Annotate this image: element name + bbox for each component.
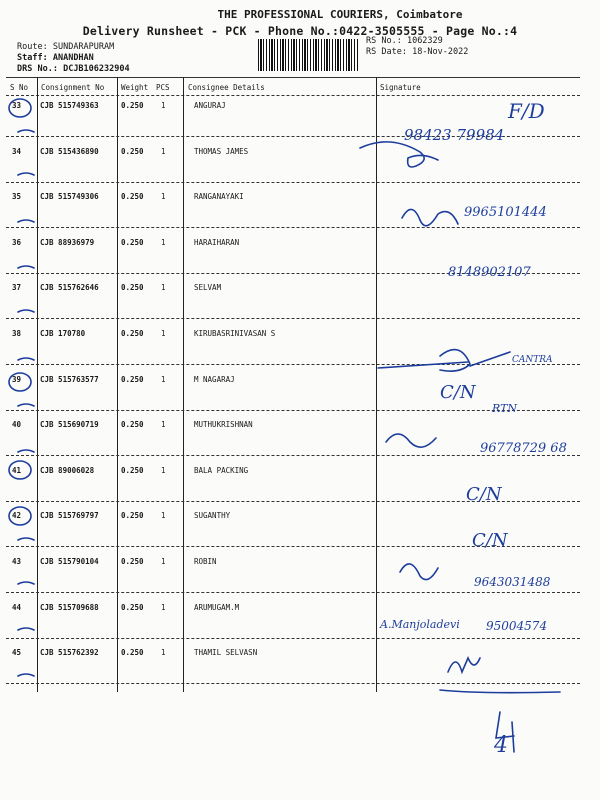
- tick-marks: [18, 130, 34, 676]
- row-sno: 38: [12, 329, 22, 338]
- row-consignee: KIRUBASRINIVASAN S: [194, 329, 276, 338]
- signature-scribble: [360, 142, 438, 167]
- row-sno: 44: [12, 602, 22, 612]
- handwritten-text: 96778729 68: [480, 441, 567, 456]
- col-header-pcs: PCS: [156, 83, 170, 92]
- rs-no-label: RS No.:: [366, 36, 402, 46]
- signature-scribble: [402, 209, 458, 225]
- row-consignee: THOMAS JAMES: [194, 146, 249, 156]
- page-count-mark: [496, 712, 514, 752]
- row-divider: [6, 683, 580, 684]
- row-consignee: SUGANTHY: [194, 511, 231, 521]
- rs-no-line: [366, 36, 443, 46]
- staff-label: Staff:: [17, 53, 48, 63]
- drs-value: DCJB106232904: [63, 64, 130, 74]
- row-consignee: RANGANAYAKI: [194, 192, 244, 202]
- col-header-signature: Signature: [380, 83, 421, 92]
- row-sno: 40: [12, 420, 22, 430]
- row-consignee: HARAIHARAN: [194, 237, 240, 247]
- handwritten-text: 8148902107: [448, 265, 531, 280]
- row-pcs: 1: [161, 511, 166, 521]
- row-divider: [6, 136, 580, 137]
- row-pcs: 1: [161, 101, 166, 110]
- handwritten-text: C/N: [472, 530, 508, 551]
- row-weight: 0.250: [121, 465, 144, 475]
- drs-label: DRS No.:: [17, 64, 58, 74]
- runsheet-subtitle: Delivery Runsheet - PCK - Phone No.:0422-3505555 - Page No.:4: [82, 24, 518, 38]
- handwritten-text: 4: [494, 733, 508, 758]
- row-weight: 0.250: [121, 557, 144, 566]
- col-divider: [183, 77, 184, 692]
- row-consignment-no: CJB 515749363: [40, 101, 99, 110]
- row-divider: [6, 455, 580, 456]
- table-top-rule: [6, 77, 580, 78]
- row-weight: 0.250: [121, 192, 144, 202]
- row-weight: 0.250: [121, 329, 144, 338]
- row-divider: [6, 227, 580, 228]
- row-pcs: 1: [161, 465, 166, 475]
- row-sno: 43: [12, 557, 22, 566]
- handwritten-text: 95004574: [486, 619, 548, 633]
- rs-date-line: [366, 47, 468, 57]
- row-consignment-no: CJB 515436890: [40, 146, 99, 156]
- row-sno: 39: [12, 374, 22, 384]
- row-weight: 0.250: [121, 648, 144, 658]
- row-consignee: ANGURAJ: [194, 101, 226, 110]
- row-divider: [6, 182, 580, 183]
- col-header-sno: S No: [10, 83, 29, 92]
- signature-scribble: [386, 434, 436, 447]
- header-rule: [6, 95, 580, 96]
- handwritten-text: CANTRA: [512, 355, 553, 365]
- row-consignee: THAMIL SELVASN: [194, 648, 258, 658]
- row-pcs: 1: [161, 237, 166, 247]
- row-consignment-no: CJB 170780: [40, 329, 86, 338]
- row-divider: [6, 364, 580, 365]
- row-sno: 42: [12, 511, 22, 521]
- row-pcs: 1: [161, 283, 166, 293]
- row-consignee: BALA PACKING: [194, 465, 249, 475]
- row-consignee: ROBIN: [194, 557, 217, 566]
- row-consignment-no: CJB 515690719: [40, 420, 99, 430]
- row-consignment-no: CJB 515763577: [40, 374, 99, 384]
- row-pcs: 1: [161, 557, 166, 566]
- row-pcs: 1: [161, 602, 166, 612]
- signature-scribble: [378, 350, 510, 372]
- col-divider: [376, 77, 377, 692]
- row-sno: 41: [12, 465, 22, 475]
- row-weight: 0.250: [121, 374, 144, 384]
- barcode-image: [258, 39, 358, 71]
- rs-date-value: 18-Nov-2022: [412, 47, 469, 57]
- company-title: THE PROFESSIONAL COURIERS, Coimbatore: [217, 8, 463, 21]
- row-divider: [6, 501, 580, 502]
- handwritten-text: C/N: [466, 484, 502, 505]
- row-sno: 36: [12, 237, 22, 247]
- route-label: Route:: [17, 42, 48, 52]
- row-consignee: ARUMUGAM.M: [194, 602, 240, 612]
- row-pcs: 1: [161, 420, 166, 430]
- row-sno: 33: [12, 101, 22, 110]
- rs-date-label: RS Date:: [366, 47, 407, 57]
- row-consignee: M NAGARAJ: [194, 374, 235, 384]
- row-divider: [6, 546, 580, 547]
- row-consignment-no: CJB 515769797: [40, 511, 99, 521]
- row-pcs: 1: [161, 329, 166, 338]
- row-consignment-no: CJB 89006028: [40, 465, 95, 475]
- col-header-consignment: Consignment No: [41, 83, 105, 92]
- row-sno: 34: [12, 146, 22, 156]
- handwritten-text: 98423 79984: [404, 126, 505, 144]
- row-consignee: SELVAM: [194, 283, 222, 293]
- row-weight: 0.250: [121, 511, 144, 521]
- row-pcs: 1: [161, 146, 166, 156]
- row-weight: 0.250: [121, 602, 144, 612]
- row-consignee: MUTHUKRISHNAN: [194, 420, 253, 430]
- row-consignment-no: CJB 515762646: [40, 283, 99, 293]
- handwritten-text: F/D: [508, 99, 545, 123]
- drs-line: [17, 64, 130, 74]
- row-divider: [6, 410, 580, 411]
- row-consignment-no: CJB 515762392: [40, 648, 99, 658]
- row-pcs: 1: [161, 192, 166, 202]
- row-pcs: 1: [161, 374, 166, 384]
- staff-line: [17, 53, 94, 63]
- row-weight: 0.250: [121, 101, 144, 110]
- handwritten-text: 9643031488: [474, 575, 551, 589]
- handwritten-text: A.Manjoladevi: [380, 618, 460, 631]
- handwritten-text: C/N: [440, 382, 476, 403]
- row-consignment-no: CJB 515749306: [40, 192, 99, 202]
- staff-value: ANANDHAN: [52, 53, 94, 63]
- route-value: SUNDARAPURAM: [52, 42, 115, 52]
- row-pcs: 1: [161, 648, 166, 658]
- row-consignment-no: CJB 515790104: [40, 557, 99, 566]
- col-header-weight: Weight: [121, 83, 149, 92]
- rs-no-value: 1062329: [406, 36, 443, 46]
- row-divider: [6, 318, 580, 319]
- row-sno: 45: [12, 648, 22, 658]
- row-sno: 37: [12, 283, 22, 293]
- row-weight: 0.250: [121, 283, 144, 293]
- signature-scribble: [440, 658, 560, 693]
- row-divider: [6, 592, 580, 593]
- handwritten-text: RTN: [492, 402, 518, 415]
- row-weight: 0.250: [121, 237, 144, 247]
- signature-scribble: [400, 564, 438, 580]
- row-divider: [6, 273, 580, 274]
- row-weight: 0.250: [121, 146, 144, 156]
- col-header-consignee: Consignee Details: [188, 83, 265, 92]
- row-weight: 0.250: [121, 420, 144, 430]
- row-divider: [6, 638, 580, 639]
- row-sno: 35: [12, 192, 22, 202]
- route-line: [17, 42, 114, 52]
- col-divider: [37, 77, 38, 692]
- handwritten-text: 9965101444: [464, 205, 547, 220]
- col-divider: [117, 77, 118, 692]
- row-consignment-no: CJB 88936979: [40, 237, 95, 247]
- row-consignment-no: CJB 515709688: [40, 602, 99, 612]
